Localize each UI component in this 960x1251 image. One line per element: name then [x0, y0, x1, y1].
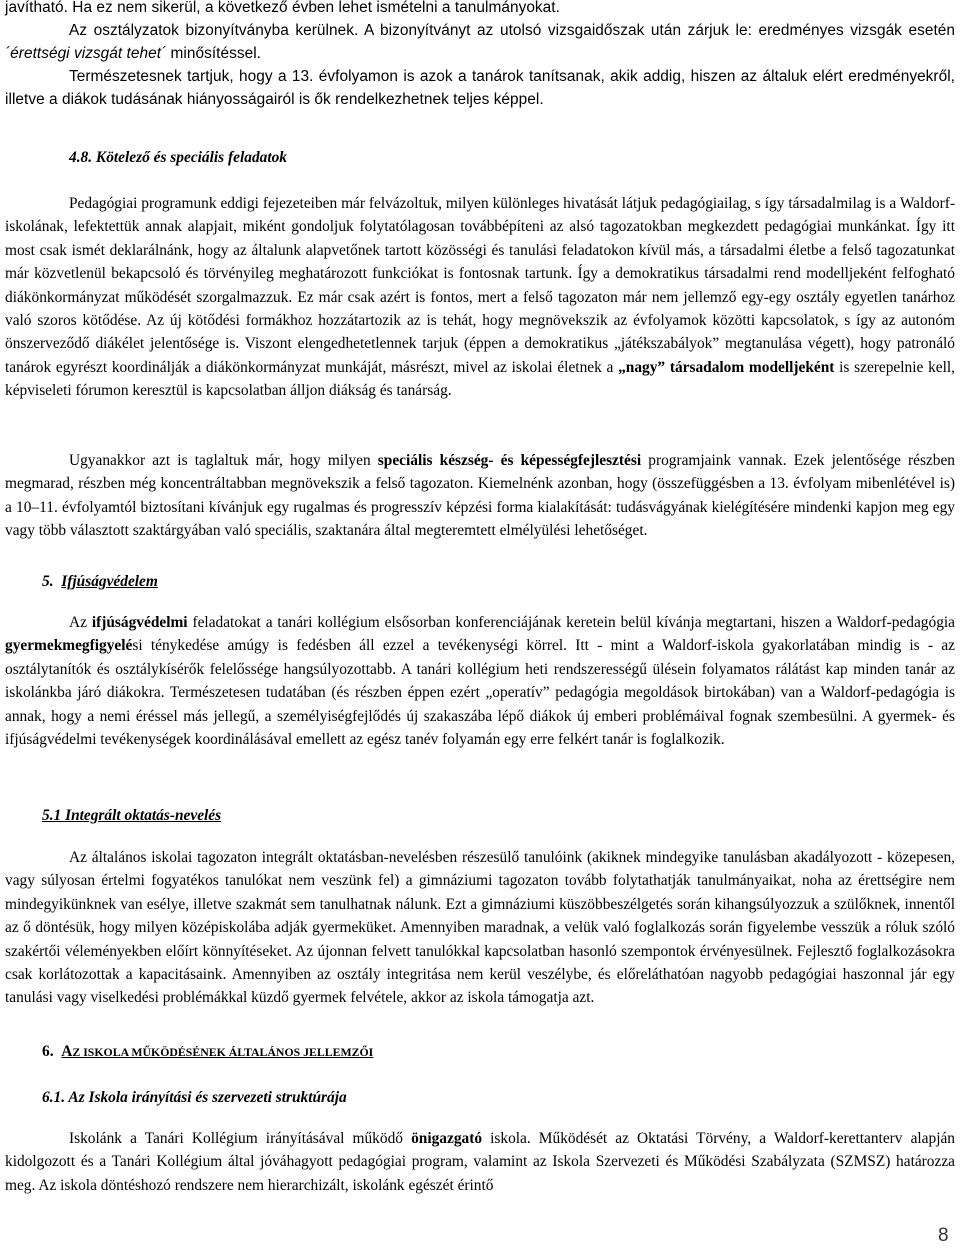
- section-4-8-bold: „nagy” társadalom modelljeként: [618, 358, 835, 376]
- intro-emphasis: ´érettségi vizsgát tehet´: [5, 45, 167, 63]
- section-6-1-paragraph: [5, 1127, 955, 1197]
- section-6-number: 6.: [42, 1043, 54, 1060]
- page-number: 8: [938, 1225, 949, 1246]
- section-5-1-paragraph: Az általános iskolai tagozaton integrált oktatásban-nevelésben részesülő tanulóink (akiknek mindegyike tanulásban akadályozott - közepesen, vagy súlyosan értelmi fogyatékos tanulókat nem veszünk fel) a gimnáziumi tagozaton tovább folytathatják tanulmányaikat, noha az érettségire nem mindegyikünknek van esélye, illetve szakmát sem tanulhatnak nálunk. Ezt a gimnáziumi küszöbbeszélgetés során kihangsúlyozzuk a szülőknek, innentől az ő döntésük, hogy milyen középiskolába adják gyermeküket. Amennyiben maradnak, a velük való foglalkozás során figyelembe vesszük a róluk szóló szakértői véleményekben előírt könnyítéseket. Az újonnan felvett tanulókkal kapcsolatban hasonló szempontok érvényesülnek. Fejlesztő foglalkozásokra csak korlátozottak a kapacitásaink. Amennyiben az osztály integritása nem kerül veszélybe, és előreláthatóan nagyobb pedagógiai haszonnal jár egy tanulási vagy viselkedési problémákkal küzdő gyermek felvétele, akkor az iskola támogatja azt.: [5, 849, 955, 1007]
- section-6-1-bold: önigazgató: [411, 1130, 483, 1147]
- section-5-bold-1: ifjúságvédelmi: [91, 614, 188, 631]
- section-4-8-paragraph-2: [5, 449, 955, 543]
- section-4-8-heading: 4.8. Kötelező és speciális feladatok: [69, 149, 288, 166]
- intro-paragraph-2: [5, 19, 955, 66]
- section-4-8-text: Pedagógiai programunk eddigi fejezeteiben már felvázoltuk, milyen különleges hivatását látjuk pedagógiailag, s így társadalmilag is a Waldorf-iskolának, lefektettük annak alapjait, miként gondoljuk folytatólagosan továbbépíteni az alsó tagozatokban megkezdett pedagógiai munkánkat. Így itt most csak ismét deklarálnánk, hogy az általunk alapvetőnek tartott közösségi és tanulási feladatokon kívül más, a társadalmi életbe a felső tagozatunkat már közvetlenül bekapcsoló és törvényileg meghatározott funkciókat is fontosnak tartunk. Így a demokratikus társadalmi rend modelljeként felfogható diákönkormányzat működését szorgalmazzuk. Ez már csak azért is fontos, mert a felső tagozaton már nem jellemző egy-egy osztály egyetlen tanárhoz való szoros kötődése. Az új kötődési formákhoz hozzátartozik az is tehát, hogy megnövekszik az évfolyamok közötti kapcsolatok, s így az autonóm önszerveződő diákélet jelentősége is. Viszont elengedhetetlennek tarjuk (éppen a demokratikus „játékszabályok” megtanulása végett), hogy patronáló tanárok egyrészt koordinálják a diákönkormányzat munkáját, másrészt, mivel az iskolai életnek a: [5, 195, 955, 376]
- intro-text: Az osztályzatok bizonyítványba kerülnek. A bizonyítványt az utolsó vizsgaidőszak után zárjuk le: eredményes vizsgák esetén: [69, 22, 955, 39]
- section-6-1-text-a: Iskolánk a Tanári Kollégium irányításával működő: [69, 1130, 412, 1147]
- section-4-8-p2-text: Ugyanakkor azt is taglaltuk már, hogy milyen: [69, 452, 378, 469]
- section-5-text-c: feladatokat a tanári kollégium elsősorban konferenciájának keretein belül kívánja megtartani, hiszen a Waldorf-pedagógia: [187, 614, 955, 631]
- section-5-bold-2: gyermekmegfigyelé: [5, 637, 133, 655]
- section-5-text-a: Az: [69, 614, 92, 631]
- intro-paragraph-3: Természetesnek tartjuk, hogy a 13. évfolyamon is azok a tanárok tanítsanak, akik addig, hiszen az általuk elért eredményekről, illetve a diákok tudásának hiányosságairól is ők rendelkezhetnek teljes képpel.: [5, 68, 955, 109]
- section-4-8-paragraph-1: [5, 192, 955, 403]
- section-6-title: [61, 1043, 373, 1060]
- section-5-heading: [42, 570, 158, 593]
- section-5-text-d: si ténykedése amúgy is fedésben áll ezzel a tevékenységi körrel. Itt - mint a Waldorf-iskola gyakorlatában mindig is - az osztálytanítók és osztálykísérők felelőssége hangsúlyozottabb. A tanári kollégium heti rendszerességű ülésein folyamatos rálátást kap minden tanár az iskolánkba járó diákokra. Természetesen tudatában (és részben éppen ezért „operatív” pedagógia megoldások birtokában) van a Waldorf-pedagógia is annak, hogy a nemi éréssel más jellegű, a személyiségfejlődés új szakaszába lépő diákok új emberi problémáival fognak szembesülni. A gyermek- és ifjúságvédelmi tevékenységek koordinálásával emellett az egész tanév folyamán egy erre felkért tanár is foglalkozik.: [5, 637, 955, 749]
- section-5-title: Ifjúságvédelem: [61, 573, 158, 590]
- intro-text-end: minősítéssel.: [166, 45, 262, 63]
- section-4-8-p2-bold: speciális készség- és képességfejlesztési: [377, 452, 642, 469]
- section-5-paragraph: [5, 611, 955, 751]
- section-6-heading: [42, 1040, 373, 1064]
- section-6-1-text-b: iskola. Működését az Oktatási Törvény, a Waldorf-kerettanterv alapján kidolgozott és a Tanári Kollégium által jóváhagyott pedagógiai program, valamint az Iskola Szervezeti és Működési Szabályzata (SZMSZ) határozza meg. Az iskola döntéshozó rendszere nem hierarchizált, iskolánk egészét érintő: [5, 1130, 956, 1194]
- intro-line-1: javítható. Ha ez nem sikerül, a következő évben lehet ismételni a tanulmányokat.: [5, 0, 560, 16]
- section-6-title-rest: Z ISKOLA MŰKÖDÉSÉNEK ÁLTALÁNOS JELLEMZŐI: [72, 1045, 374, 1059]
- section-6-1-heading: 6.1. Az Iskola irányítási és szervezeti struktúrája: [42, 1089, 347, 1106]
- section-5-number: 5.: [42, 573, 54, 590]
- section-4-8-p2-text-end: programjaink vannak. Ezek jelentősége részben megmarad, részben még koncentráltabban megnövekszik a felső tagozaton. Kiemelnénk azonban, hogy (összefüggésben a 13. évfolyam mibenlétével is) a 10–11. évfolyamtól biztosítani kívánjuk egy rugalmas és progresszív képzési forma kialakítását: tudásvágyának kielégítésére mindenki kapjon meg egy vagy több választott szaktárgyában való speciális, szaktanára által megteremtett elmélyülési lehetőséget.: [5, 452, 955, 540]
- section-4-8-text-end: is szerepelnie kell, képviseleti fórumon keresztül is kapcsolatban álljon diákság és tanárság.: [5, 358, 955, 400]
- section-5-1-heading: 5.1 Integrált oktatás-nevelés: [42, 807, 222, 824]
- section-6-title-cap: A: [61, 1043, 73, 1060]
